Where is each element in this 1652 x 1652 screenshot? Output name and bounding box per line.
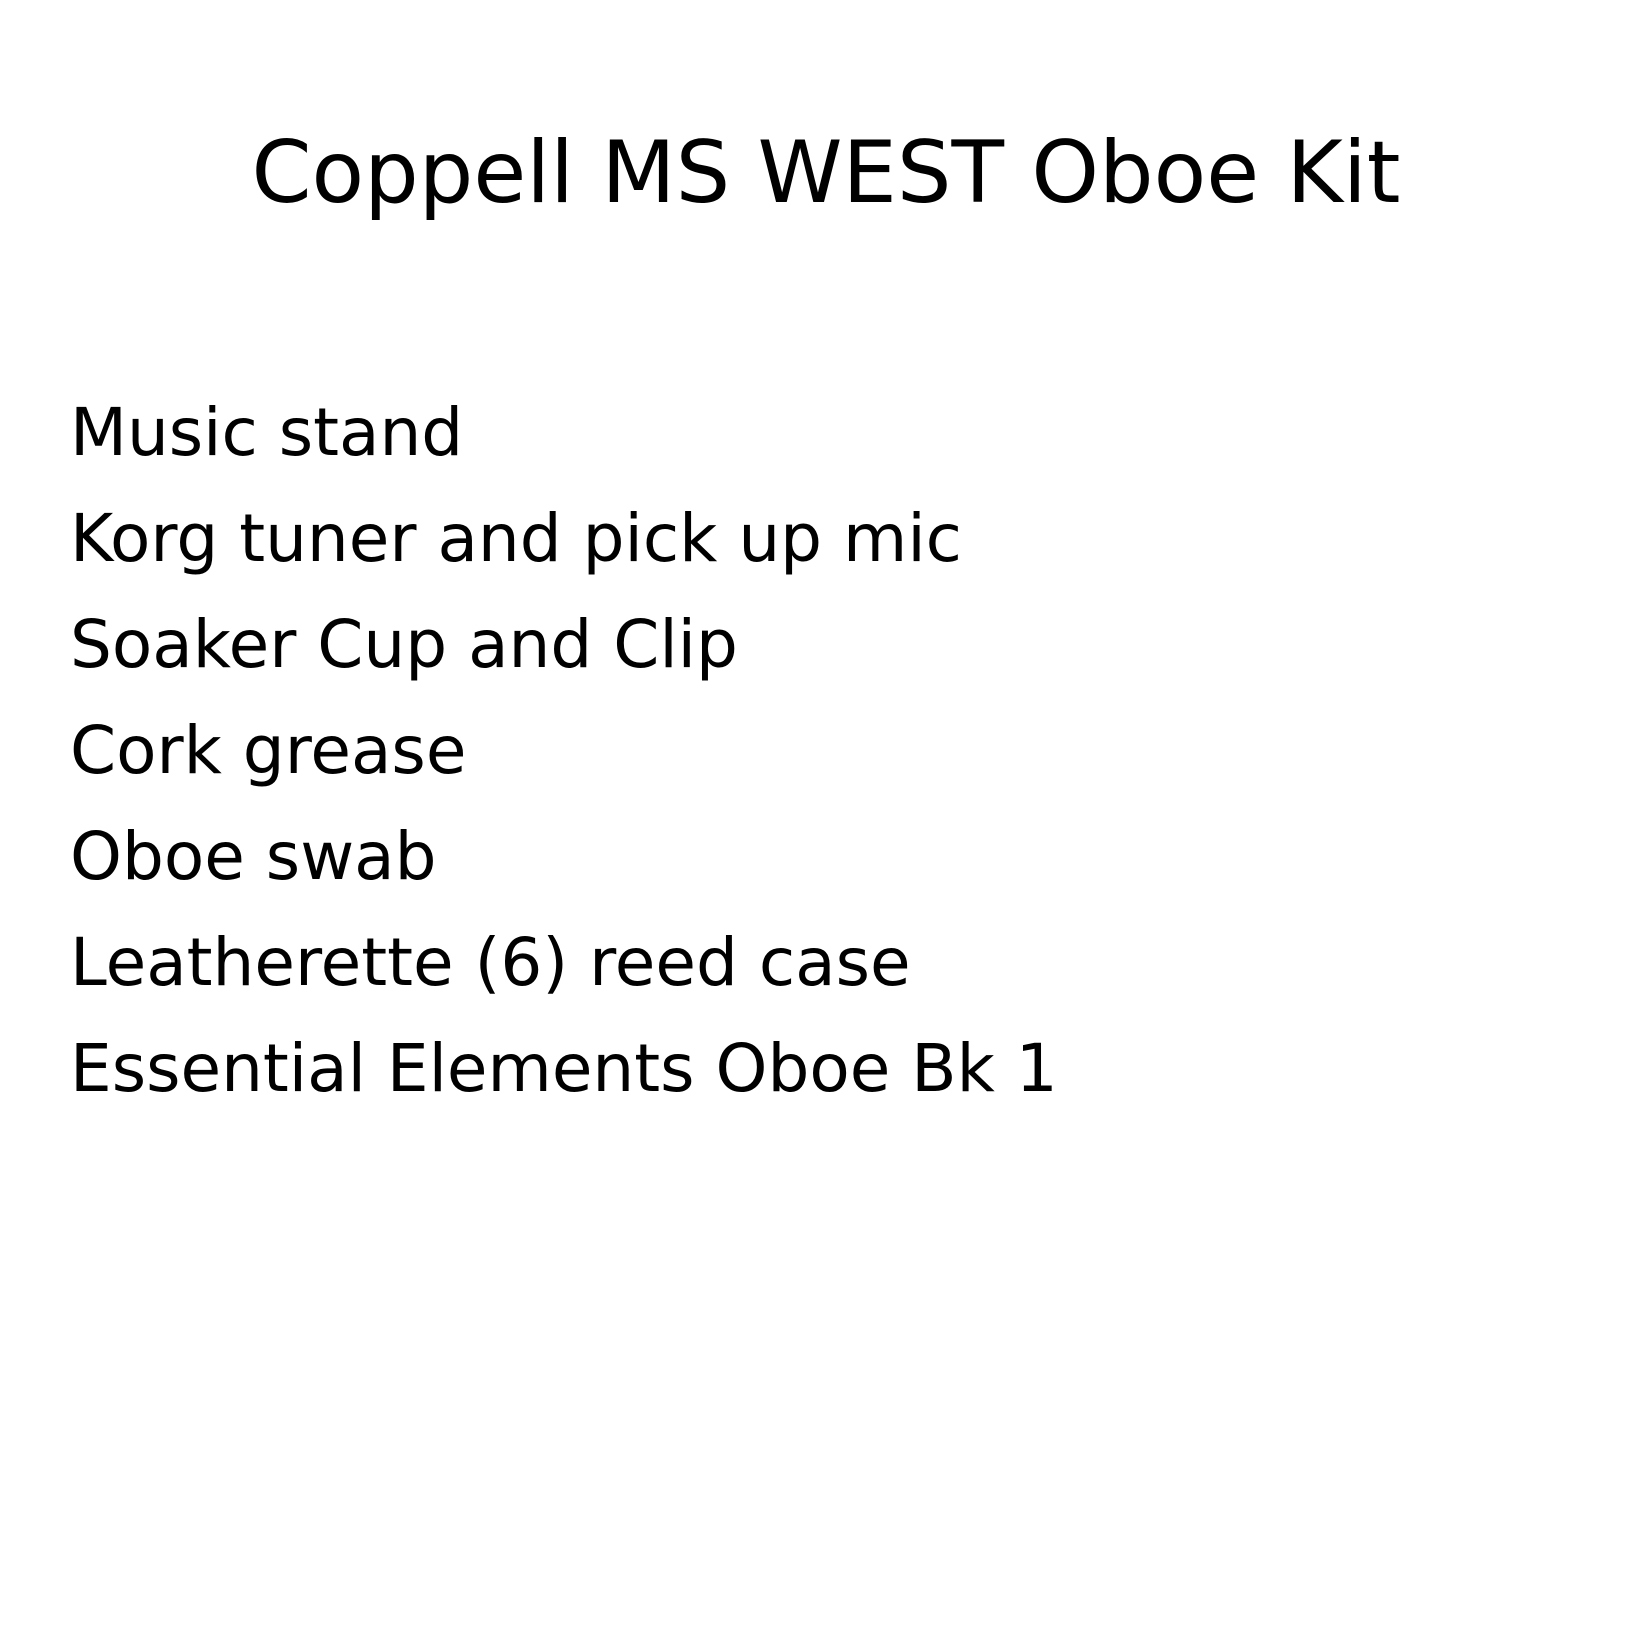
list-item: Essential Elements Oboe Bk 1 bbox=[70, 1030, 1058, 1107]
list-item: Music stand bbox=[70, 394, 464, 471]
kit-item-list bbox=[70, 380, 1058, 1122]
list-item: Oboe swab bbox=[70, 818, 437, 895]
list-item: Cork grease bbox=[70, 712, 467, 789]
document-title: Coppell MS WEST Oboe Kit bbox=[251, 123, 1401, 223]
list-item: Leatherette (6) reed case bbox=[70, 924, 911, 1001]
list-item: Soaker Cup and Clip bbox=[70, 606, 738, 683]
list-item: Korg tuner and pick up mic bbox=[70, 500, 962, 577]
